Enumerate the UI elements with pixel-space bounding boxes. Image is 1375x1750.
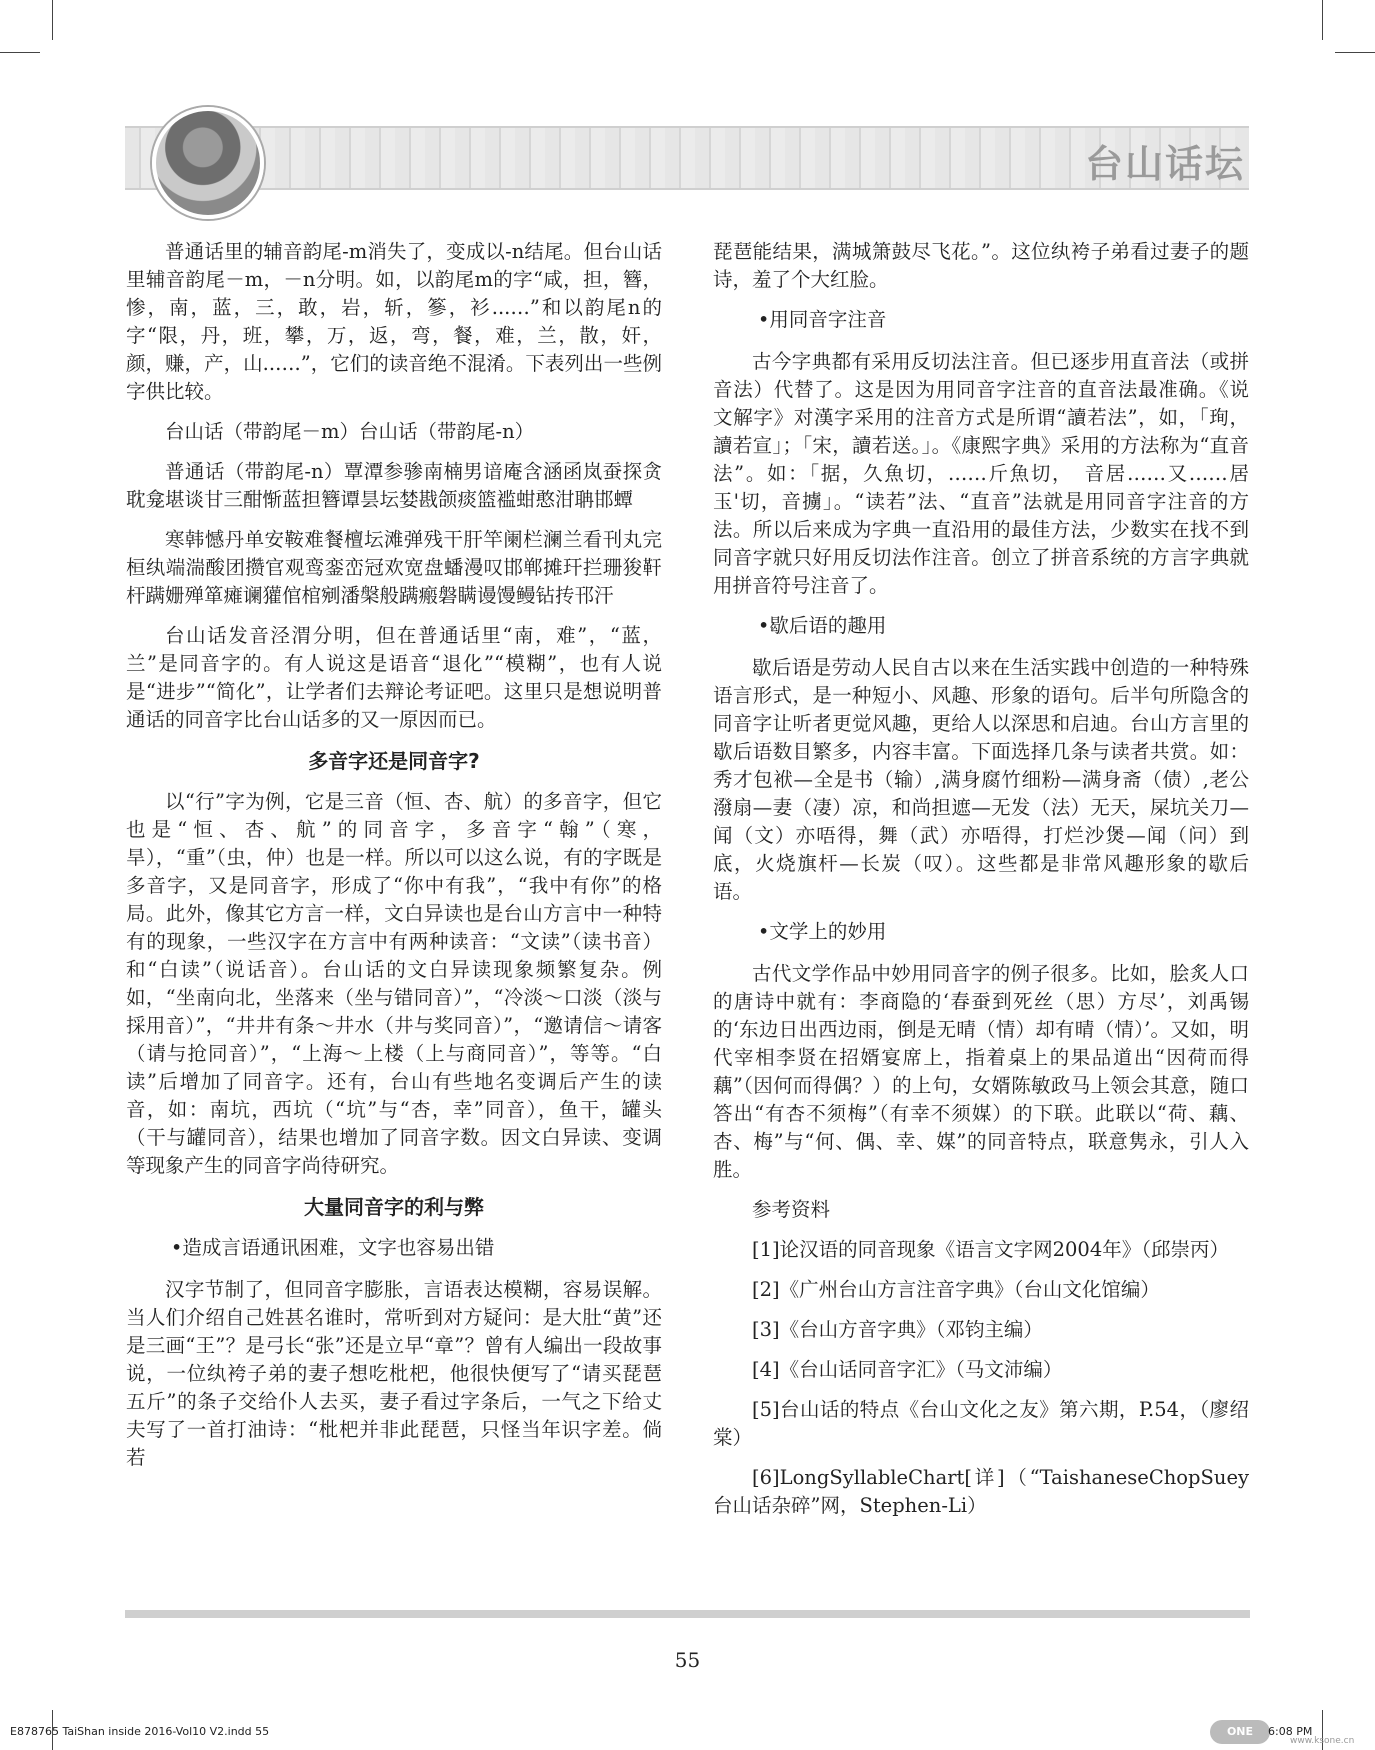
paragraph: 普通话（带韵尾-n）覃潭参骖南楠男谙庵含涵函岚蚕探贪耽龛堪谈甘三酣惭蓝担簪谭昙坛婪戡颌痰篮褴蚶憨泔聃邯蟫 — [126, 460, 662, 511]
paragraph: 普通话里的辅音韵尾-m消失了，变成以-n结尾。但台山话里辅音韵尾－m，－n分明。如，以韵尾m的字“咸，担，簪，惨，南，蓝，三，敢，岩，斩，篸，衫...…”和以韵尾n的字“限，丹，班，攀，万，返，弯，餐，难，兰，散，奸，颜，赚，产，山..….”，它们的读音绝不混淆。下表列出一些例字供比较。 — [126, 240, 662, 403]
print-time: 6:08 PM — [1268, 1725, 1313, 1738]
paragraph: 歇后语是劳动人民自古以来在生活实践中创造的一种特殊语言形式，是一种短小、风趣、形象的语句。后半句所隐含的同音字让听者更觉风趣，更给人以深思和启迪。台山方言里的歇后语数目繁多，内容丰富。下面选择几条与读者共赏。如：秀才包袱—全是书（输）,满身腐竹细粉—满身斋（债）,老公潑扇—妻（凄）凉，和尚担遮—无发（法）无天，屎坑关刀—闻（文）亦唔得，舞（武）亦唔得，打烂沙煲—闻（问）到底，火烧旗杆—长炭（叹）。这些都是非常风趣形象的歇后语。 — [713, 656, 1249, 903]
crop-mark — [0, 52, 40, 53]
bullet-heading: •文学上的妙用 — [757, 920, 887, 943]
reference-item: [6]LongSyllableChart[详]（“TaishaneseChopSuey台山话杂碎”网，Stephen-Li） — [713, 1466, 1249, 1517]
print-slug: E878765 TaiShan inside 2016-Vol10 V2.indd 55 — [10, 1725, 270, 1738]
heading-pros-cons: 大量同音字的利与弊 — [304, 1195, 484, 1219]
paragraph: 琵琶能结果，满城箫鼓尽飞花。”。这位纨袴子弟看过妻子的题诗，羞了个大红脸。 — [713, 240, 1249, 291]
paragraph: 以“行”字为例，它是三音（恒、杏、航）的多音字，但它也是“恒、杏、航”的同音字，多音字“翰”（寒，旱），“重”（虫，仲）也是一样。所以可以这么说，有的字既是多音字，又是同音字，形成了“你中有我”，“我中有你”的格局。此外，像其它方言一样，文白异读也是台山方言中一种特有的现象，一些汉字在方言中有两种读音：“文读”（读书音）和“白读”（说话音）。台山话的文白异读现象频繁复杂。例如，“坐南向北，坐落来（坐与错同音）”，“冷淡～口淡（淡与採用音）”，“井井有条～井水（井与奖同音）”，“邀请信～请客（请与抢同音）”，“上海～上楼（上与商同音）”，等等。“白读”后增加了同音字。还有，台山有些地名变调后产生的读音，如：南坑，西坑（“坑”与“杏，幸”同音），鱼干，罐头（干与罐同音），结果也增加了同音字数。因文白异读、变调等现象产生的同音字尚待研究。 — [126, 790, 662, 1177]
references-title: 参考资料 — [752, 1198, 831, 1221]
crop-mark — [1322, 0, 1323, 40]
section-title: 台山话坛 — [1084, 142, 1245, 186]
reference-item: [2]《广州台山方言注音字典》（台山文化馆编） — [752, 1278, 1160, 1301]
left-column — [126, 238, 662, 1484]
bullet-heading: •歇后语的趣用 — [757, 614, 887, 637]
bullet-heading: •用同音字注音 — [757, 308, 887, 331]
reference-item: [4]《台山话同音字汇》（马文沛编） — [752, 1358, 1063, 1381]
paragraph: 古今字典都有采用反切法注音。但已逐步用直音法（或拼音法）代替了。这是因为用同音字注音的直音法最准确。《说文解字》对漢字采用的注音方式是所谓“讀若法”，如，「珣，讀若宣」；「宋，讀若送。」。《康熙字典》采用的方法称为“直音法”。如：「据，久魚切，……斤魚切， 音居……又……居玉'切，音擄」。“读若”法、“直音”法就是用同音字注音的方法。所以后来成为字典一直沿用的最佳方法，少数实在找不到同音字就只好用反切法作注音。创立了拼音系统的方言字典就用拼音符号注音了。 — [713, 350, 1249, 597]
watermark-logo: ONE — [1210, 1720, 1270, 1744]
right-column — [713, 238, 1249, 1532]
comparison-header: 台山话（带韵尾－m）台山话（带韵尾-n） — [165, 420, 535, 443]
banner-landscape-logo — [152, 107, 264, 219]
footer-rule — [125, 1610, 1250, 1618]
bullet-heading: •造成言语通讯困难，文字也容易出错 — [170, 1236, 495, 1259]
reference-item: [5]台山话的特点《台山文化之友》第六期，P.54，（廖绍棠） — [713, 1398, 1249, 1449]
reference-item: [1]论汉语的同音现象《语言文字网2004年》（邱崇丙） — [752, 1238, 1229, 1261]
paragraph: 古代文学作品中妙用同音字的例子很多。比如，脍炙人口的唐诗中就有：李商隐的‘春蚕到死丝（思）方尽’，刘禹锡的‘东边日出西边雨，倒是无晴（情）却有晴（情）’。又如，明代宰相李贤在招婿宴席上，指着桌上的果品道出“因荷而得藕”（因何而得偶？）的上句，女婿陈敏政马上领会其意，随口答出“有杏不须梅”（有幸不须媒）的下联。此联以“荷、藕、杏、梅”与“何、偶、幸、媒”的同音特点，联意隽永，引人入胜。 — [713, 962, 1249, 1181]
paragraph: 台山话发音泾渭分明，但在普通话里“南，难”，“蓝，兰”是同音字的。有人说这是语音“退化”“模糊”，也有人说是“进步”“简化”，让学者们去辩论考证吧。这里只是想说明普通话的同音字比台山话多的又一原因而已。 — [126, 624, 662, 731]
watermark-url: www.ksone.cn — [1290, 1736, 1355, 1746]
heading-polyphonic: 多音字还是同音字? — [308, 749, 480, 773]
paragraph: 汉字节制了，但同音字膨胀，言语表达模糊，容易误解。当人们介绍自己姓甚名谁时，常听到对方疑问：是大肚“黄”还是三画“王”？是弓长“张”还是立早“章”？曾有人编出一段故事说，一位纨袴子弟的妻子想吃枇杷，他很快便写了“请买琵琶五斤”的条子交给仆人去买，妻子看过字条后，一气之下给丈夫写了一首打油诗：“枇杷并非此琵琶，只怪当年识字差。倘若 — [126, 1278, 662, 1469]
page-number: 55 — [674, 1648, 701, 1672]
paragraph: 寒韩憾丹单安鞍难餐檀坛滩弹残干肝竿阑栏澜兰看刊丸完桓纨端湍酸团攒官观鸾銮峦冠欢宽盘蟠漫叹邯郸摊玕拦珊狻靬杆蹒姗殚箪瘫谰獾倌棺剜潘槃般蹒瘢磐瞒谩馒鳗钻抟邗汗 — [126, 528, 662, 607]
header-banner — [125, 126, 1249, 190]
crop-mark — [52, 0, 53, 40]
crop-mark — [1335, 52, 1375, 53]
reference-item: [3]《台山方音字典》（邓钧主编） — [752, 1318, 1043, 1341]
